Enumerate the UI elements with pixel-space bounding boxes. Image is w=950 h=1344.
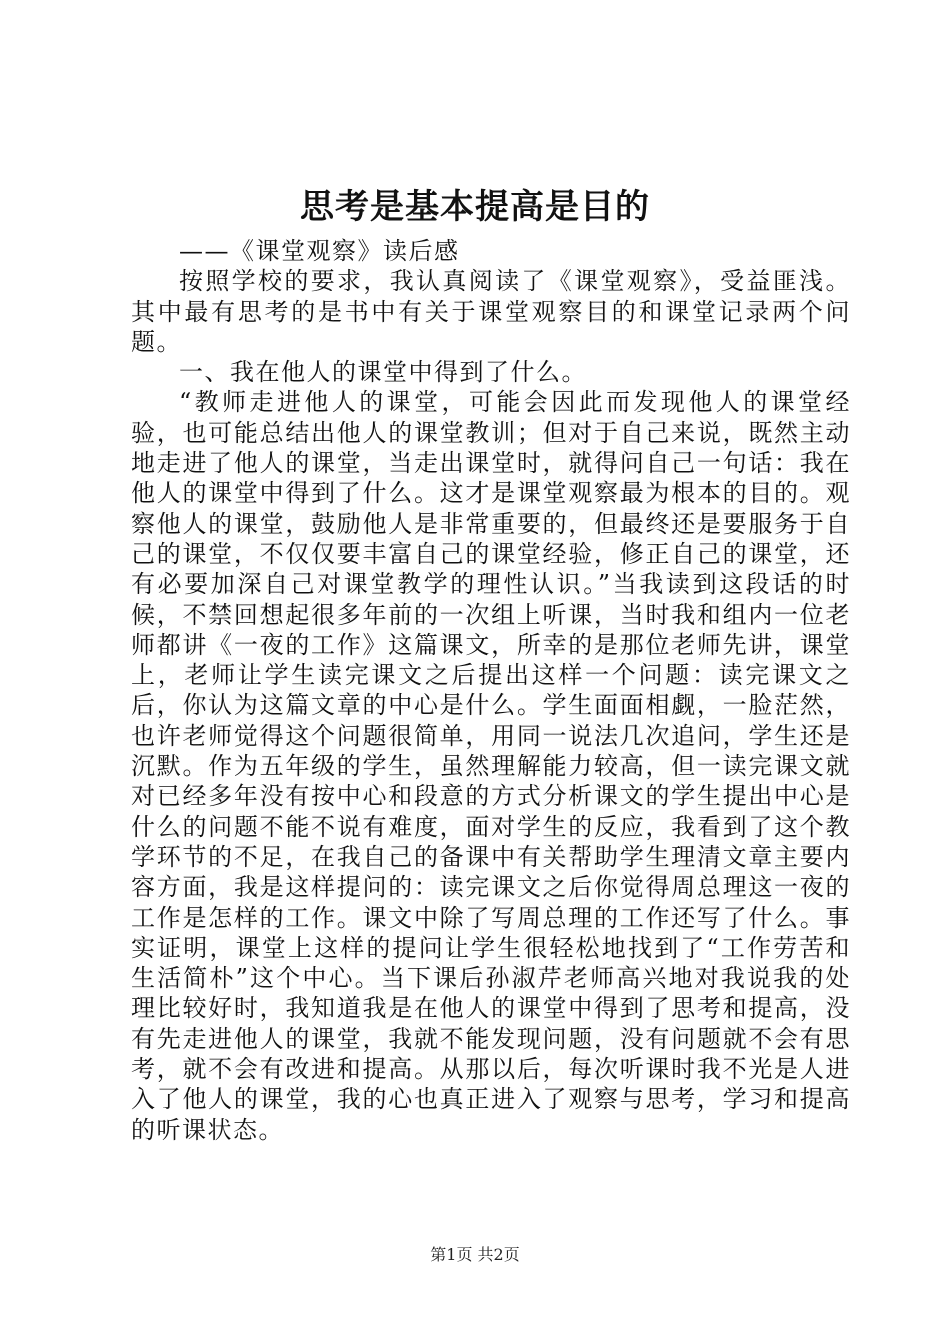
section-heading: 一、我在他人的课堂中得到了什么。: [179, 358, 587, 387]
document-title: 思考是基本提高是目的: [300, 187, 650, 227]
page-number: 第1页 共2页: [430, 1245, 520, 1264]
subtitle: ——《课堂观察》读后感: [179, 237, 460, 265]
paragraph-intro: 按照学校的要求，我认真阅读了《课堂观察》，受益匪浅。其中最有思考的是书中有关于课堂观察目的和课堂记录两个问题。: [131, 267, 851, 356]
paragraph-main: “教师走进他人的课堂，可能会因此而发现他人的课堂经验，也可能总结出他人的课堂教训；但对于自己来说，既然主动地走进了他人的课堂，当走出课堂时，就得问自己一句话：我在他人的课堂中得到了什么。这才是课堂观察最为根本的目的。观察他人的课堂，鼓励他人是非常重要的，但最终还是要服务于自己的课堂，不仅仅要丰富自己的课堂经验，修正自己的课堂，还有必要加深自己对课堂教学的理性认识。”当我读到这段话的时候，不禁回想起很多年前的一次组上听课，当时我和组内一位老师都讲《一夜的工作》这篇课文，所幸的是那位老师先讲，课堂上，老师让学生读完课文之后提出这样一个问题：读完课文之后，你认为这篇文章的中心是什么。学生面面相觑，一脸茫然，也许老师觉得这个问题很简单，用同一说法几次追问，学生还是沉默。作为五年级的学生，虽然理解能力较高，但一读完课文就对已经多年没有按中心和段意的方式分析课文的学生提出中心是什么的问题不能不说有难度，面对学生的反应，我看到了这个教学环节的不足，在我自己的备课中有关帮助学生理清文章主要内容方面，我是这样提问的：读完课文之后你觉得周总理这一夜的工作是怎样的工作。课文中除了写周总理的工作还写了什么。事实证明，课堂上这样的提问让学生很轻松地找到了“工作劳苦和生活简朴”这个中心。当下课后孙淑芹老师高兴地对我说我的处理比较好时，我知道我是在他人的课堂中得到了思考和提高，没有先走进他人的课堂，我就不能发现问题，没有问题就不会有思考，就不会有改进和提高。从那以后，每次听课时我不光是人进入了他人的课堂，我的心也真正进入了观察与思考，学习和提高的听课状态。: [131, 388, 851, 1144]
document-body: [131, 236, 851, 1145]
